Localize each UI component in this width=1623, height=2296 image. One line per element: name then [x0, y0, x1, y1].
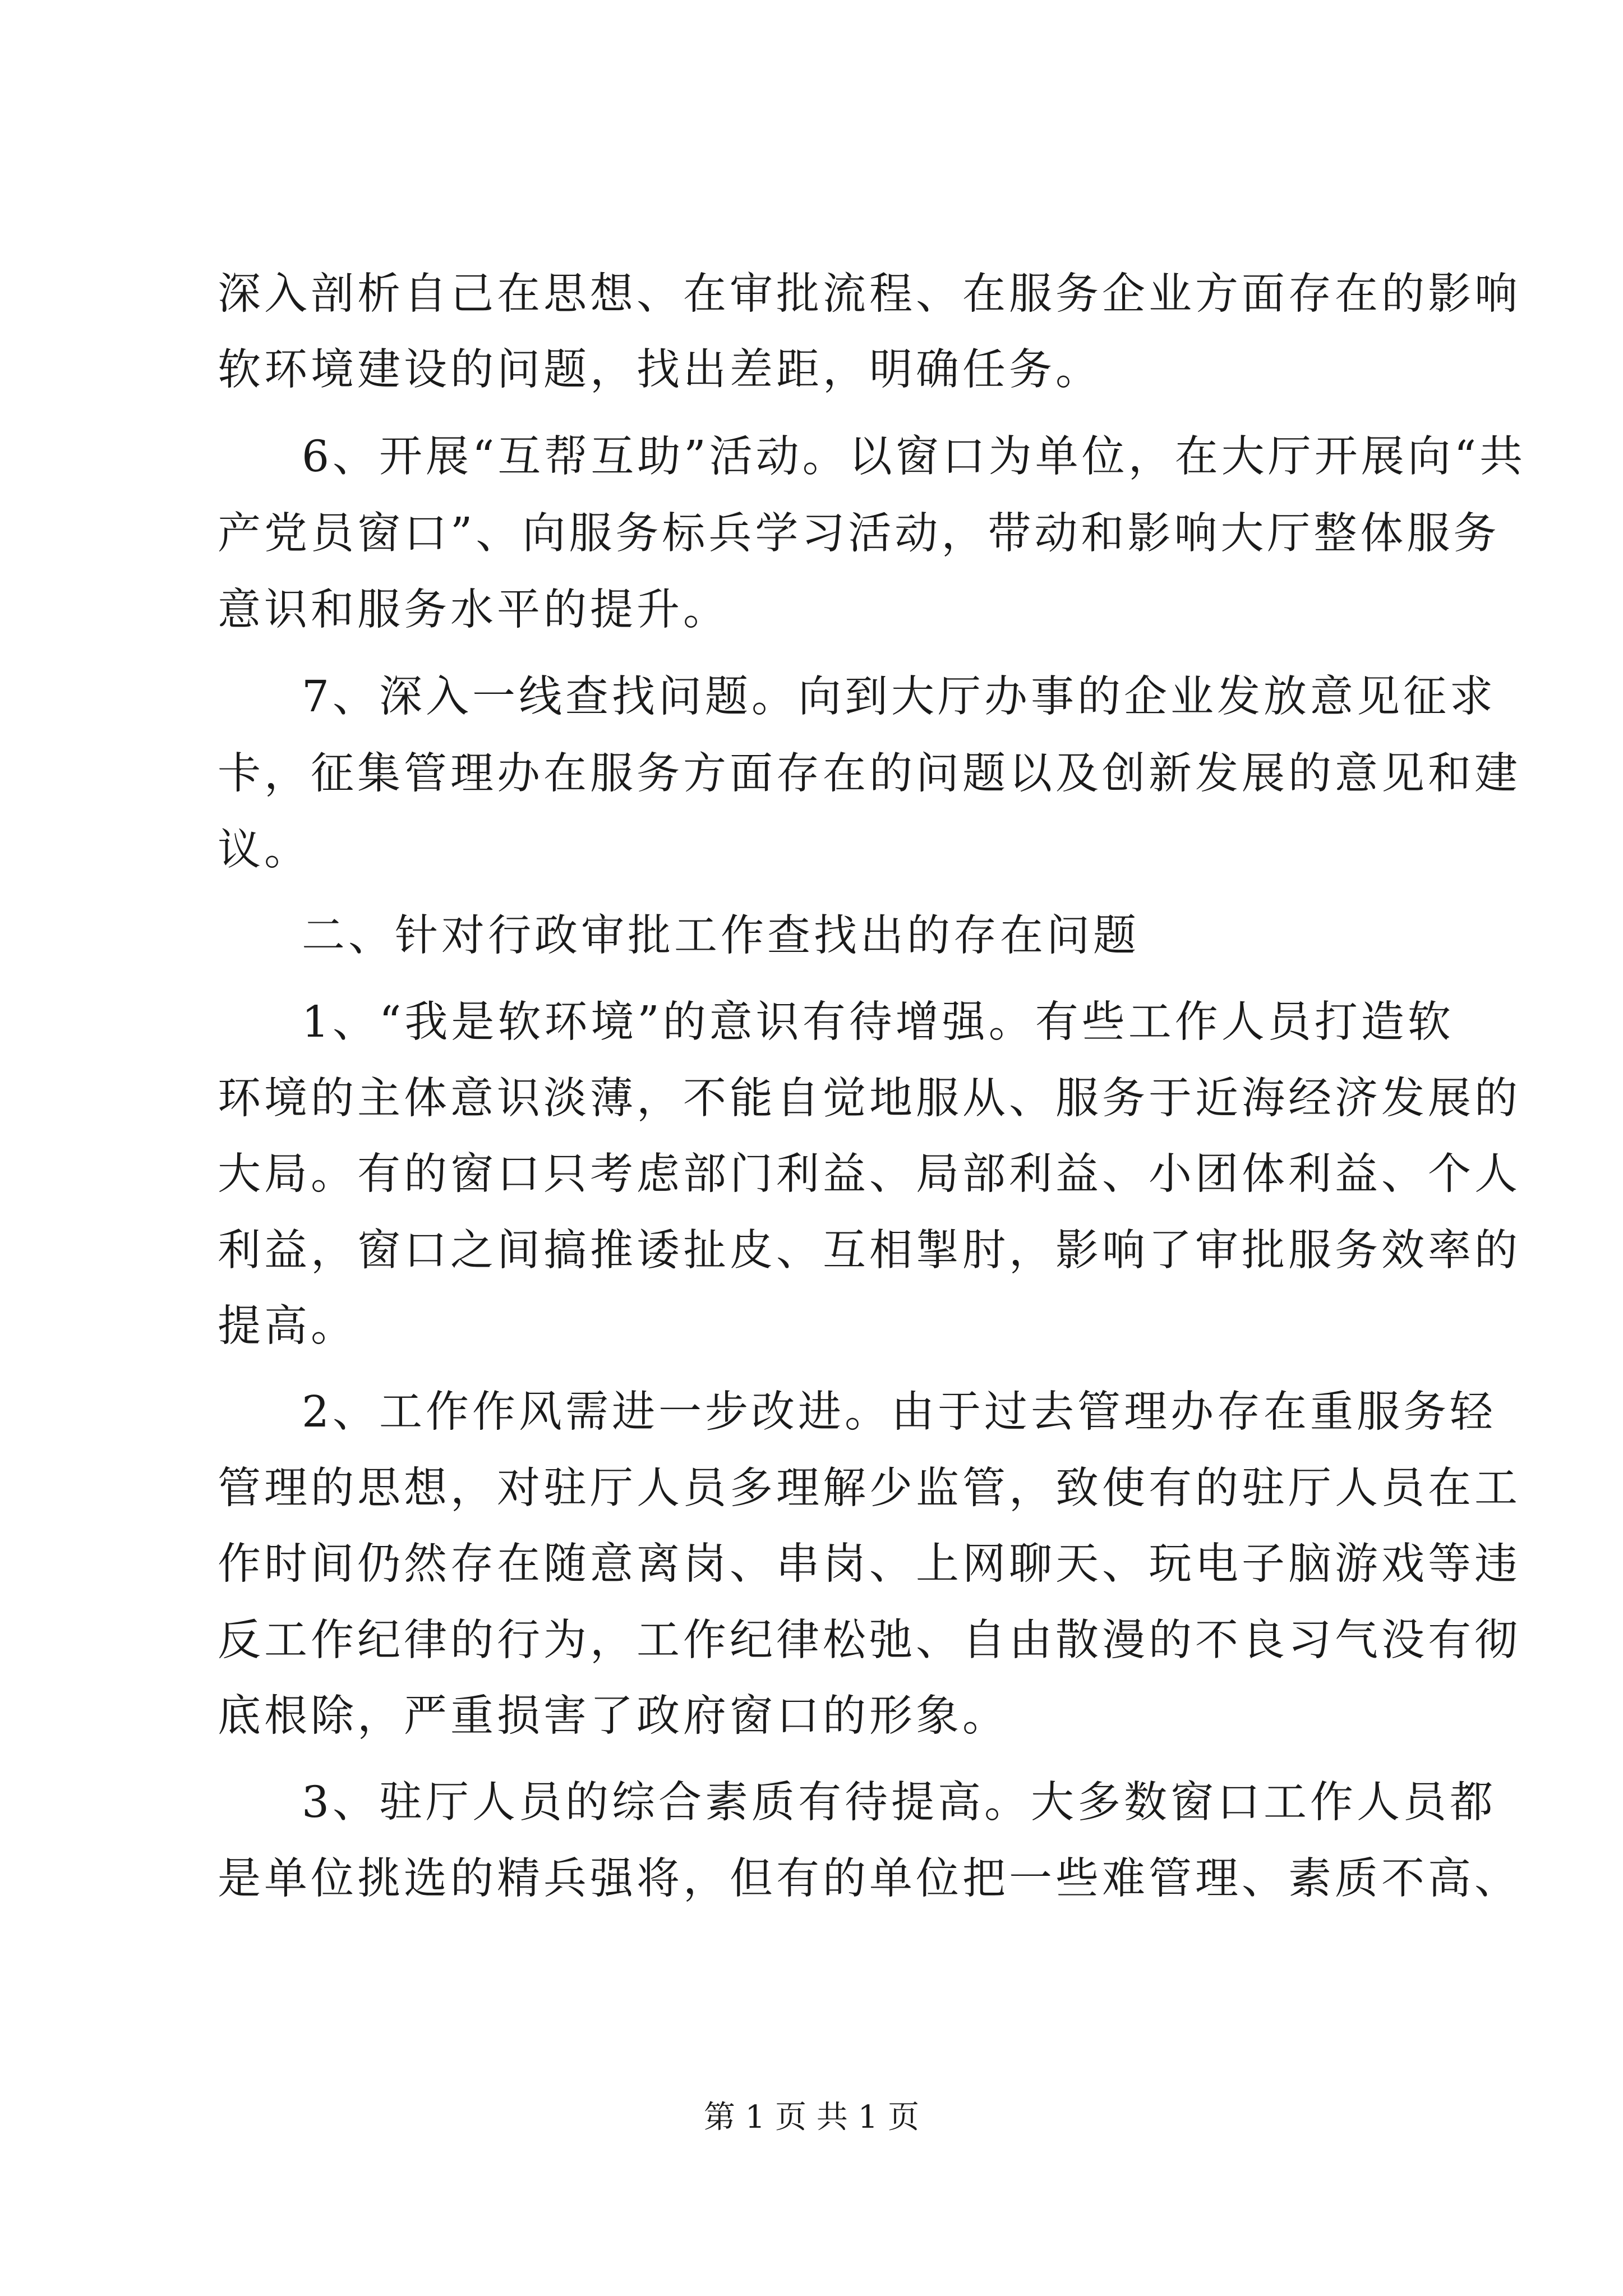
paragraph-line: 6、开展“互帮互助”活动。以窗口为单位，在大厅开展向“共 — [302, 432, 1527, 482]
section-heading: 二、针对行政审批工作查找出的存在问题 — [302, 911, 1140, 961]
paragraph-line: 3、驻厅人员的综合素质有待提高。大多数窗口工作人员都 — [302, 1778, 1496, 1828]
paragraph-line: 作时间仍然存在随意离岗、串岗、上网聊天、玩电子脑游戏等违 — [218, 1539, 1521, 1589]
paragraph-line: 意识和服务水平的提升。 — [218, 585, 730, 635]
paragraph-line: 反工作纪律的行为，工作纪律松弛、自由散漫的不良习气没有彻 — [218, 1616, 1521, 1665]
paragraph-line: 议。 — [218, 825, 311, 875]
paragraph-line: 大局。有的窗口只考虑部门利益、局部利益、小团体利益、个人 — [218, 1149, 1521, 1199]
paragraph-line: 环境的主体意识淡薄，不能自觉地服从、服务于近海经济发展的 — [218, 1074, 1521, 1124]
paragraph-line: 管理的思想，对驻厅人员多理解少监管，致使有的驻厅人员在工 — [218, 1464, 1521, 1513]
paragraph-line: 提高。 — [218, 1301, 357, 1351]
paragraph-line: 产党员窗口”、向服务标兵学习活动，带动和影响大厅整体服务 — [218, 509, 1500, 559]
paragraph-line: 7、深入一线查找问题。向到大厅办事的企业发放意见征求 — [302, 672, 1496, 722]
paragraph-line: 是单位挑选的精兵强将，但有的单位把一些难管理、素质不高、 — [218, 1854, 1521, 1904]
paragraph-line: 深入剖析自己在思想、在审批流程、在服务企业方面存在的影响 — [218, 269, 1521, 319]
paragraph-line: 底根除，严重损害了政府窗口的形象。 — [218, 1691, 1009, 1741]
paragraph-line: 卡，征集管理办在服务方面存在的问题以及创新发展的意见和建 — [218, 749, 1521, 799]
paragraph-line: 利益，窗口之间搞推诿扯皮、互相掣肘，影响了审批服务效率的 — [218, 1226, 1521, 1276]
paragraph-line: 2、工作作风需进一步改进。由于过去管理办存在重服务轻 — [302, 1387, 1496, 1437]
page-footer: 第 1 页 共 1 页 — [703, 2099, 920, 2136]
paragraph-line: 1、“我是软环境”的意识有待增强。有些工作人员打造软 — [302, 997, 1454, 1047]
paragraph-line: 软环境建设的问题，找出差距，明确任务。 — [218, 345, 1102, 395]
